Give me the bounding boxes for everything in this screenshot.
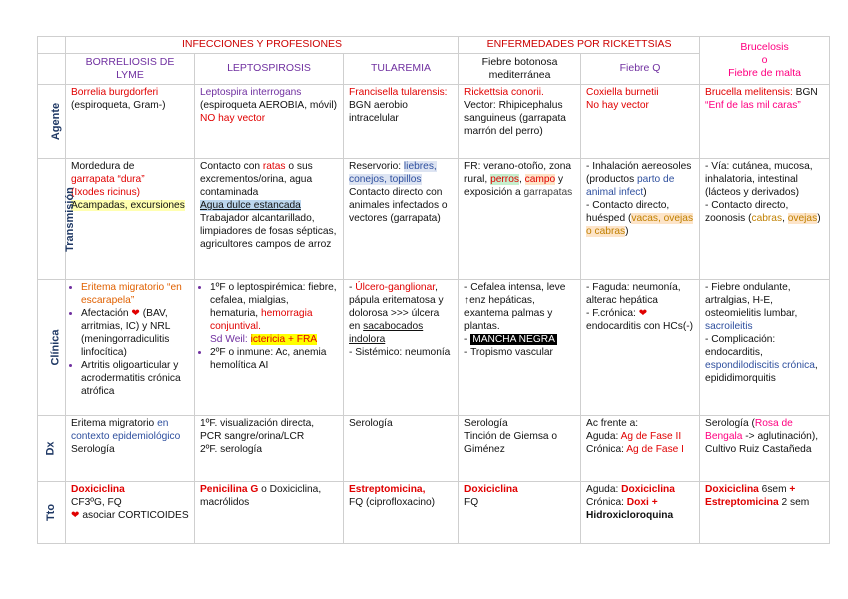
header-lyme: BORRELIOSIS DE LYME [66, 54, 195, 85]
corner-cell [38, 37, 66, 54]
clinica-lepto [195, 280, 344, 416]
brucelosis-line-3: Fiebre de malta [728, 66, 802, 79]
row-label-tto: Tto [38, 482, 66, 544]
row-label-clinica: Clínica [38, 280, 66, 416]
clinica-lyme-list: • Eritema migratorio “en escarapela” • Afectación ❤ (BAV, arritmias, IC) y NRL (meningorradiculitis linfocítica) • Artritis oligoarticular y acrodermatitis crónica atrófica [71, 281, 189, 398]
transmision-lyme: Mordedura de garrapata “dura” (Ixodes ricinus) Acampadas, excursiones [66, 159, 195, 280]
agente-botonosa: Rickettsia conorii. Vector: Rhipicephalus sanguineus (garrapata marrón del perro) [459, 85, 581, 159]
dx-brucelosis: Serología (Rosa de Bengala -> aglutinación), Cultivo Ruiz Castañeda [700, 416, 830, 482]
agente-tularemia: Francisella tularensis: BGN aerobio intracelular [344, 85, 459, 159]
row-label-dx: Dx [38, 416, 66, 482]
dx-lyme: Eritema migratorio en contexto epidemiológico Serología [66, 416, 195, 482]
header-tularemia: TULAREMIA [344, 54, 459, 85]
agente-lyme: Borrelia burgdorferi (espiroqueta, Gram-) [66, 85, 195, 159]
transmision-lepto: Contacto con ratas o sus excrementos/orina, agua contaminada Agua dulce estancada Trabajador alcantarillado, limpiadores de fosas sépticas, agricultores campos de arroz [195, 159, 344, 280]
tto-brucelosis: Doxiciclina 6sem + Estreptomicina 2 sem [700, 482, 830, 544]
row-clinica [38, 280, 830, 416]
header-fiebre-q: Fiebre Q [581, 54, 700, 85]
brucelosis-line-1: Brucelosis [740, 40, 789, 53]
tto-tularemia: Estreptomicina, FQ (ciprofloxacino) [344, 482, 459, 544]
clinica-fiebre-q: - Faguda: neumonía, alterac hepática - F.crónica: ❤ endocarditis con HCs(-) [581, 280, 700, 416]
brucelosis-line-2: o [761, 53, 768, 66]
heart-icon: ❤ [635, 308, 648, 319]
agente-brucelosis: Brucella melitensis: BGN “Enf de las mil caras” [700, 85, 830, 159]
transmision-fiebre-q: - Inhalación aereosoles (productos parto de animal infect) - Contacto directo, huésped (vacas, ovejas o cabras) [581, 159, 700, 280]
clinica-lepto-list: • 1ºF o leptospirémica: fiebre, cefalea, mialgias, hematuria, hemorragia conjuntival. Sd Weil: ictericia + FRA • 2ºF o inmune: Ac, anemia hemolítica AI [200, 281, 338, 372]
tto-lepto: Penicilina G o Doxiciclina, macrólidos [195, 482, 344, 544]
clinica-botonosa: - Cefalea intensa, leve ↑enz hepáticas, exantema palmas y plantas. - MANCHA NEGRA - Tropismo vascular [459, 280, 581, 416]
transmision-tularemia: Reservorio: liebres, conejos, topillos Contacto directo con animales infectados o vectores (garrapata) [344, 159, 459, 280]
tto-fiebre-q: Aguda: Doxiciclina Crónica: Doxi + Hidroxicloroquina [581, 482, 700, 544]
transmision-botonosa: FR: verano-otoño, zona rural, perros, campo y exposición a garrapatas [459, 159, 581, 280]
row-label-agente: Agente [38, 85, 66, 159]
clinica-brucelosis: - Fiebre ondulante, artralgias, H-E, osteomielitis lumbar, sacroileitis - Complicación: endocarditis, espondilodiscitis crónica, epididimorquitis [700, 280, 830, 416]
clinica-tularemia: - Úlcero-ganglionar, pápula eritematosa y dolorosa >>> úlcera en sacabocados indolora - Sistémico: neumonía [344, 280, 459, 416]
clinica-lyme [66, 280, 195, 416]
agente-lepto: Leptospira interrogans (espiroqueta AEROBIA, móvil) NO hay vector [195, 85, 344, 159]
dx-lepto: 1ºF. visualización directa, PCR sangre/orina/LCR 2ºF. serología [195, 416, 344, 482]
header-brucelosis [700, 37, 830, 85]
row-dx [38, 416, 830, 482]
dx-tularemia: Serología [344, 416, 459, 482]
group-infecciones: INFECCIONES Y PROFESIONES [66, 37, 459, 54]
heart-icon: ❤ [71, 510, 80, 521]
transmision-brucelosis: - Vía: cutánea, mucosa, inhalatoria, intestinal (lácteos y derivados) - Contacto directo, zoonosis (cabras, ovejas) [700, 159, 830, 280]
summary-table [37, 36, 830, 544]
dx-botonosa: Serología Tinción de Giemsa o Giménez [459, 416, 581, 482]
header-botonosa: Fiebre botonosa mediterránea [459, 54, 581, 85]
heart-icon: ❤ [128, 308, 140, 319]
header-leptospirosis: LEPTOSPIROSIS [195, 54, 344, 85]
tto-lyme: Doxiciclina CF3ºG, FQ ❤ asociar CORTICOIDES [66, 482, 195, 544]
row-label-transmision: Transmisión [38, 159, 66, 280]
row-tto [38, 482, 830, 544]
group-rickettsias: ENFERMEDADES POR RICKETTSIAS [459, 37, 700, 54]
row-agente [38, 85, 830, 159]
group-header-row [38, 37, 830, 54]
dx-fiebre-q: Ac frente a: Aguda: Ag de Fase II Crónica: Ag de Fase I [581, 416, 700, 482]
row-transmision [38, 159, 830, 280]
tto-botonosa: Doxiciclina FQ [459, 482, 581, 544]
corner-cell-2 [38, 54, 66, 85]
agente-fiebre-q: Coxiella burnetii No hay vector [581, 85, 700, 159]
